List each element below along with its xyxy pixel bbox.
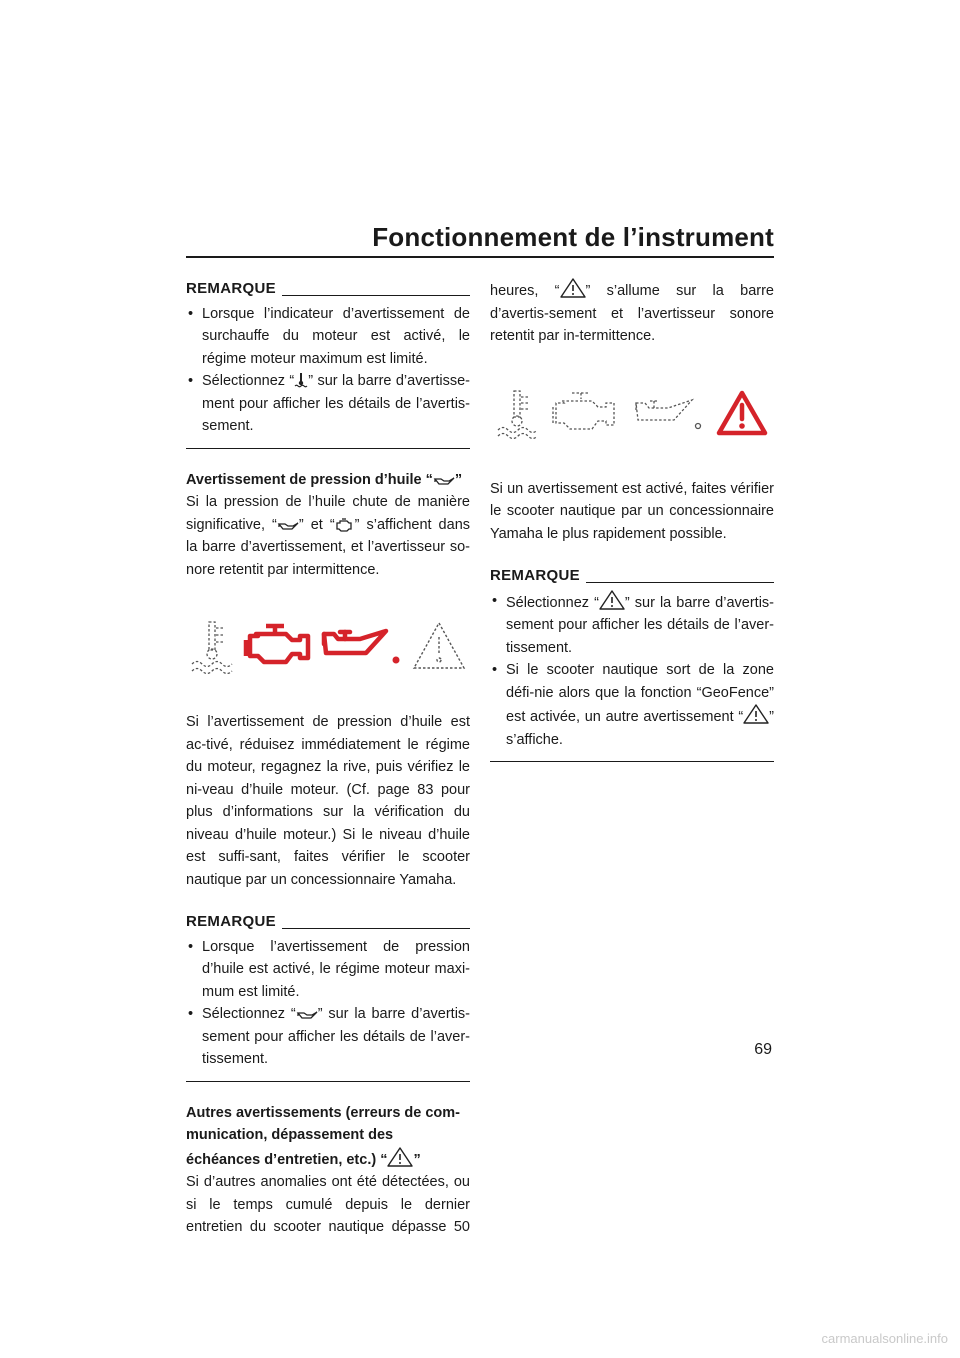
note-list xyxy=(186,936,470,1071)
note-label: REMARQUE xyxy=(186,280,276,297)
list-item xyxy=(186,303,470,371)
list-item xyxy=(186,1003,470,1071)
temperature-icon xyxy=(294,372,308,388)
note-header xyxy=(490,565,774,588)
note-header xyxy=(186,278,470,301)
paragraph: Si la pression de l’huile chute de manière significative, “ ” et “ ” s’affichent dans la barre d’avertissement, et l’avertisseur so-nore retentit par intermittence. xyxy=(186,494,471,578)
note-label: REMARQUE xyxy=(490,567,580,584)
list-item-text: Lorsque l’avertissement de pression d’huile est activé, le régime moteur maxi-mum est limité. xyxy=(202,938,470,1000)
engine-icon xyxy=(335,518,355,532)
note-list xyxy=(490,590,774,752)
other-warnings-heading: Autres avertissements (erreurs de com-munication, dépassement des échéances d’entretien, etc.) “ ” xyxy=(186,1104,461,1168)
paragraph: heures, “ ” s’allume sur la barre d’avertis-sement et l’avertisseur sonore retentit par in-termittence. xyxy=(490,278,774,348)
right-column xyxy=(490,278,774,762)
warning-triangle-icon xyxy=(716,389,768,437)
list-item xyxy=(490,590,774,660)
watermark-link[interactable]: carmanualsonline.info xyxy=(821,1331,948,1346)
oil-can-icon xyxy=(433,475,455,487)
warning-triangle-icon xyxy=(743,704,769,724)
paragraph: Si d’autres anomalies ont été détectées, ou si le temps cumulé depuis le dernier entretien du scooter nautique dépasse 50 xyxy=(186,1174,470,1235)
note-end-rule xyxy=(490,761,774,762)
title-rule xyxy=(186,256,774,258)
note-header xyxy=(186,911,470,934)
oil-can-icon xyxy=(320,624,404,668)
oil-can-icon xyxy=(632,393,704,433)
note-rule xyxy=(586,582,774,583)
note-rule xyxy=(282,928,470,929)
warning-triangle-icon xyxy=(411,620,467,672)
note-list xyxy=(186,303,470,438)
page-number: 69 xyxy=(754,1041,772,1058)
warning-triangle-icon xyxy=(387,1147,413,1167)
list-item-text: Sélectionnez “ xyxy=(202,373,295,389)
list-item-text: ” s’affiche. xyxy=(506,709,774,748)
oil-can-icon xyxy=(296,1009,318,1021)
note-label: REMARQUE xyxy=(186,913,276,930)
list-item xyxy=(186,370,470,438)
page-title: Fonctionnement de l’instrument xyxy=(372,222,774,252)
list-item-text: ” sur la barre d’avertisse-ment pour afficher les détails de l’avertis-sement. xyxy=(202,373,471,434)
list-item-text: ” sur la barre d’avertis-sement pour afficher les détails de l’aver-tissement. xyxy=(506,594,774,656)
warning-triangle-icon xyxy=(599,590,625,610)
paragraph: Si l’avertissement de pression d’huile est ac-tivé, réduisez immédiatement le régime du moteur, regagnez la rive, puis vérifiez le ni-veau d’huile moteur. (Cf. page 83 pour plus d’informations sur la vérification du niveau d’huile moteur.) Si le niveau d’huile est suffi-sant, faites vérifier le scooter nautique par un concessionnaire Yamaha. xyxy=(186,714,470,888)
temperature-icon xyxy=(496,387,538,439)
list-item-text: Sélectionnez “ xyxy=(506,594,599,611)
list-item xyxy=(490,659,774,751)
left-column xyxy=(186,278,470,1239)
paragraph: Si un avertissement est activé, faites vérifier le scooter nautique par un concessionnaire Yamaha le plus rapidement possible. xyxy=(490,480,774,542)
warning-triangle-icon xyxy=(560,278,586,298)
list-item-text: Si le scooter nautique sort de la zone défi-nie alors que la fonction “GeoFence” est activée, un autre avertissement “ xyxy=(506,662,774,725)
note-rule xyxy=(282,295,470,296)
list-item xyxy=(186,936,470,1004)
engine-icon xyxy=(242,622,314,670)
oil-pressure-heading: Avertissement de pression d’huile “ ” xyxy=(186,471,463,488)
list-item-text: Lorsque l’indicateur d’avertissement de surchauffe du moteur est activé, le régime moteur maximum est limité. xyxy=(202,305,470,367)
list-item-text: Sélectionnez “ xyxy=(202,1006,296,1022)
list-item-text: ” sur la barre d’avertis-sement pour afficher les détails de l’aver-tissement. xyxy=(202,1006,470,1067)
warning-icons-figure xyxy=(490,348,774,478)
engine-icon xyxy=(550,389,620,437)
oil-can-icon xyxy=(277,520,299,532)
temperature-icon xyxy=(189,618,235,674)
warning-icons-figure xyxy=(186,581,470,711)
